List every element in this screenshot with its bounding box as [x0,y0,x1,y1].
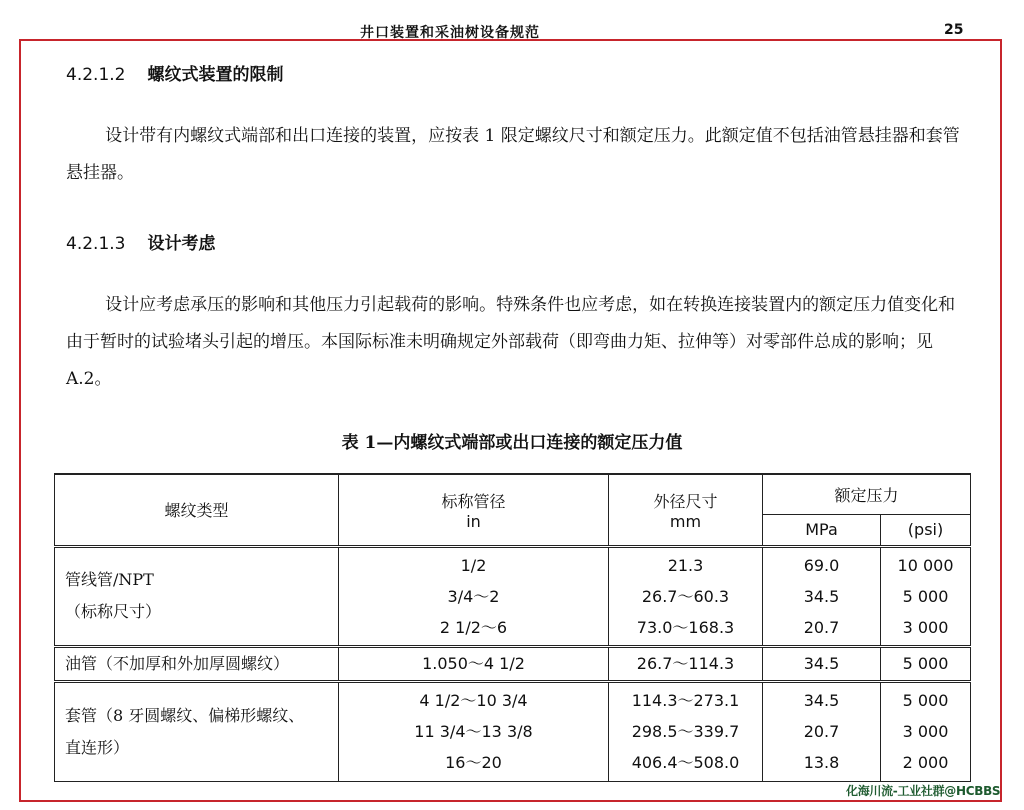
mpa-value: 34.5 [763,646,881,681]
size-value: 4 1/2～10 3/4 [419,691,528,710]
thread-type-note: （标称尺寸） [65,602,162,621]
header-nominal-size-label: 标称管径 [441,491,506,511]
size-value: 3/4～2 [447,586,500,606]
od-value: 73.0～168.3 [636,617,735,637]
od-value: 21.3 [667,555,704,575]
header-nominal-size [339,474,609,546]
thread-type-note: 直连形） [65,737,130,757]
od-value: 26.7～114.3 [609,646,763,681]
size-value: 11 3/4～13 3/8 [414,722,533,741]
section-body-4-2-1-3: 设计应考虑承压的影响和其他压力引起载荷的影响。特殊条件也应考虑，如在转换连接装置内的额定压力值变化和由于暂时的试验堵头引起的增压。本国际标准未明确规定外部载荷（即弯曲力矩、拉伸等）对零部件总成的影响；见 A.2。 [66,295,956,389]
psi-value: 5 000 [902,586,949,606]
psi-value: 3 000 [902,722,949,741]
thread-type-line-pipe [55,546,339,646]
mpa-value: 34.5 [803,691,840,710]
nominal-size-cell [339,546,609,646]
section-number: 4.2.1.3 [66,234,126,254]
psi-value: 5 000 [902,691,949,710]
thread-type-label: 管线管/NPT [65,570,154,589]
section-number: 4.2.1.2 [66,65,126,85]
size-value: 1.050～4 1/2 [339,646,609,681]
running-header-title: 井口装置和采油树设备规范 [360,25,540,41]
header-mpa: MPa [763,514,881,546]
table-header-row [55,474,971,514]
header-od-label: 外径尺寸 [653,491,718,511]
mpa-value: 13.8 [803,753,840,772]
od-value: 298.5～339.7 [631,722,740,741]
mpa-value: 20.7 [803,722,840,741]
section-heading-4-2-1-2 [66,60,283,85]
od-value: 114.3～273.1 [631,691,740,710]
size-value: 1/2 [460,555,487,575]
mpa-cell [763,681,881,781]
mpa-value: 20.7 [803,617,840,637]
table-row-tubing [55,646,971,681]
header-od [609,474,763,546]
thread-type-tubing: 油管（不加厚和外加厚圆螺纹） [55,646,339,681]
od-value: 406.4～508.0 [631,753,740,772]
section-body-4-2-1-2: 设计带有内螺纹式端部和出口连接的装置，应按表 1 限定螺纹尺寸和额定压力。此额定值不包括油管悬挂器和套管悬挂器。 [66,126,960,183]
psi-value: 2 000 [902,753,949,772]
psi-cell [881,681,971,781]
header-thread-type: 螺纹类型 [55,474,339,546]
size-value: 2 1/2～6 [439,617,508,637]
thread-type-casing [55,681,339,781]
size-value: 16～20 [445,753,502,772]
page-number: 25 [944,22,964,38]
section-title: 设计考虑 [147,234,216,254]
psi-cell [881,546,971,646]
mpa-cell [763,546,881,646]
pressure-rating-table [54,473,971,782]
psi-value: 10 000 [897,555,954,575]
section-title: 螺纹式装置的限制 [147,65,284,85]
running-header [0,0,1024,40]
header-nominal-size-unit: in [466,511,481,531]
header-psi: (psi) [881,514,971,546]
watermark-text: 化海川流-工业社群@HCBBS [846,784,1001,798]
od-value: 26.7～60.3 [641,586,730,606]
table-row-casing [55,681,971,781]
mpa-value: 34.5 [803,586,840,606]
od-cell [609,546,763,646]
section-heading-4-2-1-3 [66,229,215,254]
psi-value: 5 000 [881,646,971,681]
header-pressure: 额定压力 [763,474,971,514]
nominal-size-cell [339,681,609,781]
mpa-value: 69.0 [803,555,840,575]
psi-value: 3 000 [902,617,949,637]
table-caption: 表 1—内螺纹式端部或出口连接的额定压力值 [341,433,683,453]
od-cell [609,681,763,781]
header-od-unit: mm [669,511,702,531]
table-row-line-pipe [55,546,971,646]
thread-type-label: 套管（8 牙圆螺纹、偏梯形螺纹、 [65,705,305,725]
